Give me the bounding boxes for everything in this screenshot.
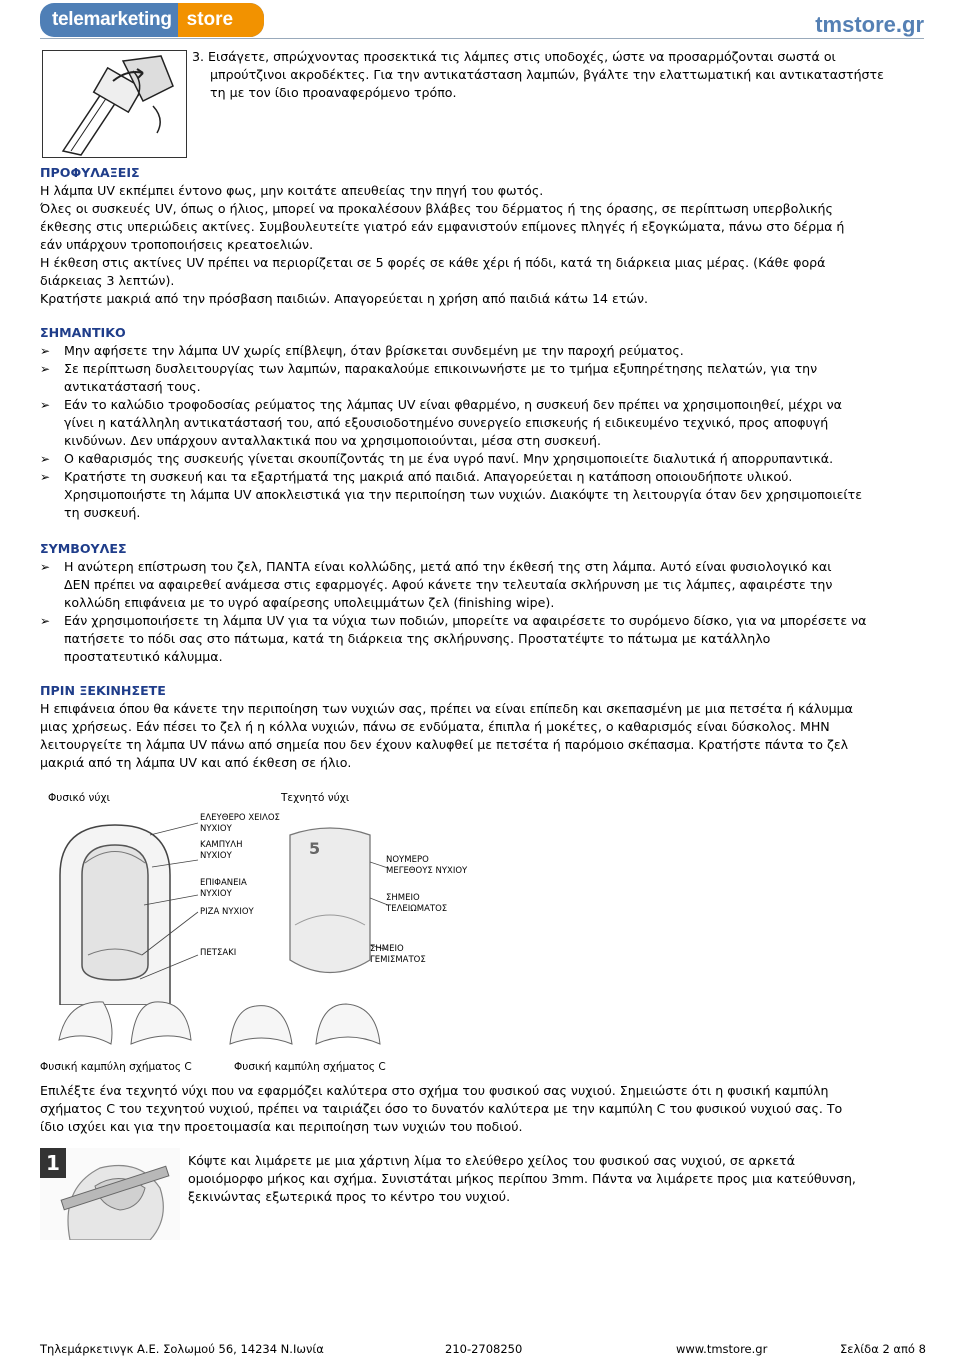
footer-page-number: Σελίδα 2 από 8: [840, 1342, 926, 1356]
choose-line1: Επιλέξτε ένα τεχνητό νύχι που να εφαρμόζει καλύτερα στο σχήμα του φυσικού σας νυχιού. Σημειώστε ότι η φυσική καμπύλη: [40, 1083, 829, 1098]
artificial-nail-illustration: [285, 825, 375, 990]
logo-text: telemarketing: [52, 9, 172, 30]
filing-illustration: [40, 1148, 180, 1240]
tips-section: [40, 540, 922, 666]
tips-bullet1-line3: κολλώδη επιφάνεια με το υγρό αφαίρεσης υπολειμμάτων ζελ (finishing wipe).: [64, 595, 555, 610]
tips-bullet2-line3: προστατευτικό κάλυμμα.: [64, 649, 223, 664]
important-bullet5-line2: Χρησιμοποιήστε τη λάμπα UV αποκλειστικά για την περιποίηση των νυχιών. Διακόψτε τη λειτουργία όταν δεν χρησιμοποιείτε: [64, 487, 863, 502]
tips-bullet2-line2: πατήσετε το πόδι σας στο πάτωμα, κατά τη διάρκεια της σκλήρυνσης. Προστατέψτε το πάτωμα με κατάλληλο: [64, 631, 771, 646]
step1-line2: ομοιόμορφο μήκος και σχήμα. Συνιστάται μήκος περίπου 3mm. Πάντα να λιμάρετε προς μια κατεύθυνση,: [188, 1171, 856, 1186]
step3-text: [192, 48, 922, 102]
important-bullet3-line2: γίνει η κατάλληλη αντικατάστασή του, από εξουσιοδοτημένο συνεργείο επισκευής ή ειδικευμένο τεχνικό, προς αποφυγή: [64, 415, 829, 430]
lamp-insert-illustration: [42, 50, 187, 158]
important-bullet4: [40, 450, 922, 468]
before-line3: λειτουργείτε τη λάμπα UV πάνω από σημεία που δεν έχουν καλυφθεί με πετσέτα ή παρόμοιο σκέπασμα. Κρατήστε πάντα το ζελ: [40, 737, 849, 752]
fill-point-label: [370, 944, 426, 966]
important-bullet3: [40, 396, 922, 450]
nail-curve-label-line2: ΝΥΧΙΟΥ: [200, 851, 232, 861]
arrow-bullet-icon: ➢: [40, 362, 51, 376]
step3-line1: 3. Εισάγετε, σπρώχνοντας προσεκτικά τις λάμπες στις υποδοχές, ώστε να προσαρμόζονται σωστά οι: [192, 49, 836, 64]
tips-bullet1-line1: Η ανώτερη επίστρωση του ζελ, ΠΑΝΤΑ είναι κολλώδης, μετά από την έκθεσή της στη λάμπα. Αυτό είναι φυσιολογικό και: [64, 559, 832, 574]
tip-size-label-line2: ΜΕΓΕΘΟΥΣ ΝΥΧΙΟΥ: [386, 866, 468, 876]
tmstore-logo: tmstore.gr: [815, 12, 924, 37]
artificial-nail-figure: [285, 825, 375, 990]
tips-bullet1: [40, 558, 922, 612]
step-badge: 1: [40, 1148, 66, 1178]
before-line4: μακριά από τη λάμπα UV και από έκθεση σε ήλιο.: [40, 755, 352, 770]
tip-size-number: 5: [309, 839, 321, 858]
important-bullet1-text: Μην αφήσετε την λάμπα UV χωρίς επίβλεψη, όταν βρίσκεται συνδεμένη με την παροχή ρεύματος.: [64, 343, 684, 358]
c-curve-caption-natural: Φυσική καμπύλη σχήματος C: [40, 1061, 192, 1073]
important-bullet5: [40, 468, 922, 522]
natural-nail-title: Φυσικό νύχι: [48, 792, 111, 804]
header-divider: [40, 38, 924, 39]
free-edge-label-line2: ΝΥΧΙΟΥ: [200, 824, 232, 834]
tip-size-label-line1: ΝΟΥΜΕΡΟ: [386, 855, 429, 865]
telemarketing-store-logo: [40, 3, 264, 37]
fill-point-label-line1: ΣΗΜΕΙΟ: [370, 944, 404, 954]
warnings-line7: Κρατήστε μακριά από την πρόσβαση παιδιών. Απαγορεύεται η χρήση από παιδιά κάτω 14 ετών.: [40, 291, 649, 306]
warnings-line5: Η έκθεση στις ακτίνες UV πρέπει να περιορίζεται σε 5 φορές σε κάθε χέρι ή πόδι, κατά τη διάρκεια μιας μέρας. (Κάθε φορά: [40, 255, 826, 270]
important-bullet5-line3: τη συσκευή.: [64, 505, 141, 520]
warnings-line1: Η λάμπα UV εκπέμπει έντονο φως, μην κοιτάτε απευθείας την πηγή του φωτός.: [40, 183, 544, 198]
arrow-bullet-icon: ➢: [40, 470, 51, 484]
warnings-line3: έκθεσης στις υπεριώδεις ακτίνες. Συμβουλευτείτε γιατρό εάν εμφανιστούν επίμονες πληγές ή εξογκώματα, πάνω στο δέρμα ή: [40, 219, 845, 234]
step1-line3: ξεκινώντας εξωτερικά προς το κέντρο του νυχιού.: [188, 1189, 511, 1204]
warnings-line6: διάρκειας 3 λεπτών).: [40, 273, 175, 288]
arrow-bullet-icon: ➢: [40, 452, 51, 466]
arrow-bullet-icon: ➢: [40, 614, 51, 628]
nail-surface-label-line2: ΝΥΧΙΟΥ: [200, 889, 232, 899]
tip-size-label: [386, 855, 467, 877]
step3-line2: μπρούτζινοι ακροδέκτες. Για την αντικατάσταση λαμπών, βγάλτε την ελαττωματική και αντικαταστήστε: [210, 67, 884, 82]
important-section: [40, 324, 922, 522]
important-bullet2: [40, 360, 922, 396]
important-bullet1: [40, 342, 922, 360]
warnings-line4: εάν υπάρχουν τροποποιήσεις κρεατοελιών.: [40, 237, 314, 252]
before-line2: μιας χρήσεως. Εάν πέσει το ζελ ή η κόλλα νυχιών, πάνω σε ενδύματα, έπιπλα ή μοκέτες, ο καθαρισμός είναι δύσκολος. ΜΗΝ: [40, 719, 830, 734]
warnings-section: [40, 164, 922, 308]
step1-line1: Κόψτε και λιμάρετε με μια χάρτινη λίμα το ελεύθερο χείλος του φυσικού σας νυχιού, σε αρκετά: [188, 1153, 796, 1168]
lamp-insert-figure: [43, 51, 186, 157]
arrow-bullet-icon: ➢: [40, 344, 51, 358]
footer-phone: 210-2708250: [445, 1342, 523, 1356]
choose-nail-text: [40, 1082, 922, 1136]
tips-title: ΣΥΜΒΟΥΛΕΣ: [40, 541, 127, 556]
natural-nail-figure: [40, 815, 200, 1005]
tips-bullet1-line2: ΔΕΝ πρέπει να αφαιρεθεί ανάμεσα στις εφαρμογές. Αφού κάνετε την τελευταία σκλήρυνση με τις λάμπες, αφαιρέστε την: [64, 577, 833, 592]
end-point-label-line1: ΣΗΜΕΙΟ: [386, 893, 420, 903]
important-title: ΣΗΜΑΝΤΙΚΟ: [40, 325, 126, 340]
fill-point-label-line2: ΓΕΜΙΣΜΑΤΟΣ: [370, 955, 426, 965]
important-bullet5-line1: Κρατήστε τη συσκευή και τα εξαρτήματά της μακριά από παιδιά. Απαγορεύεται η κατάποση οποιουδήποτε υλικού.: [64, 469, 793, 484]
important-bullet3-line1: Εάν το καλώδιο τροφοδοσίας ρεύματος της λάμπας UV είναι φθαρμένο, η συσκευή δεν πρέπει να χρησιμοποιηθεί, μέχρι να: [64, 397, 842, 412]
footer-company: Τηλεμάρκετινγκ Α.Ε. Σολωμού 56, 14234 Ν.Ιωνία: [40, 1342, 324, 1356]
before-title: ΠΡΙΝ ΞΕΚΙΝΗΣΕΤΕ: [40, 683, 166, 698]
choose-line2: σχήματος C του τεχνητού νυχιού, πρέπει να ταιριάζει όσο το δυνατόν καλύτερα με την καμπύλη C του φυσικού νυχιού σας. Το: [40, 1101, 843, 1116]
tips-bullet2: [40, 612, 922, 666]
logo-store-text: store: [178, 3, 264, 37]
warnings-title: ΠΡΟΦΥΛΑΞΕΙΣ: [40, 165, 140, 180]
nail-curve-label-line1: ΚΑΜΠΥΛΗ: [200, 840, 243, 850]
tips-bullet2-line1: Εάν χρησιμοποιήσετε τη λάμπα UV για τα νύχια των ποδιών, μπορείτε να αφαιρέσετε το συρόμενο δίσκο, για να μπορέσετε να: [64, 613, 867, 628]
c-curve-caption-artificial: Φυσική καμπύλη σχήματος C: [234, 1061, 386, 1073]
end-point-label: [386, 893, 447, 915]
step3-line3: τη με τον ίδιο προαναφερόμενο τρόπο.: [210, 85, 457, 100]
footer-site-link[interactable]: www.tmstore.gr: [676, 1342, 768, 1356]
step1-text: [188, 1152, 922, 1206]
choose-line3: ίδιο ισχύει και για την προετοιμασία και περιποίηση των νυχιών του ποδιού.: [40, 1119, 523, 1134]
natural-c-curves: [55, 1000, 195, 1052]
important-bullet2-line2: αντικατάστασή τους.: [64, 379, 201, 394]
important-bullet3-line3: κινδύνων. Δεν υπάρχουν ανταλλακτικά που να χρησιμοποιούνται, μέσα στη συσκευή.: [64, 433, 601, 448]
important-bullet2-line1: Σε περίπτωση δυσλειτουργίας των λαμπών, παρακαλούμε επικοινωνήστε με το τμήμα εξυπηρέτησης πελατών, για την: [64, 361, 818, 376]
free-edge-label-line1: ΕΛΕΥΘΕΡΟ ΧΕΙΛΟΣ: [200, 813, 280, 823]
cuticle-label: ΠΕΤΣΑΚΙ: [200, 948, 237, 958]
nail-surface-label-line1: ΕΠΙΦΑΝΕΙΑ: [200, 878, 247, 888]
arrow-bullet-icon: ➢: [40, 398, 51, 412]
before-section: [40, 682, 922, 772]
nail-surface-label: [200, 878, 247, 900]
end-point-label-line2: ΤΕΛΕΙΩΜΑΤΟΣ: [386, 904, 448, 914]
before-line1: Η επιφάνεια όπου θα κάνετε την περιποίηση των νυχιών σας, πρέπει να είναι επίπεδη και σκεπασμένη με μια πετσέτα ή κάλυμμα: [40, 701, 853, 716]
warnings-line2: Όλες οι συσκευές UV, όπως ο ήλιος, μπορεί να προκαλέσουν βλάβες του δέρματος ή της όρασης, σε περίπτωση υπερβολικής: [40, 201, 833, 216]
artificial-nail-title: Τεχνητό νύχι: [281, 792, 350, 804]
important-bullet4-text: Ο καθαρισμός της συσκευής γίνεται σκουπίζοντάς τη με ένα υγρό πανί. Μην χρησιμοποιείτε διαλυτικά ή απορρυπαντικά.: [64, 451, 834, 466]
natural-nail-illustration: [40, 815, 200, 1005]
artificial-c-curves: [226, 1000, 386, 1052]
arrow-bullet-icon: ➢: [40, 560, 51, 574]
nail-curve-label: [200, 840, 243, 862]
nail-root-label: ΡΙΖΑ ΝΥΧΙΟΥ: [200, 907, 254, 917]
free-edge-label: [200, 813, 280, 835]
